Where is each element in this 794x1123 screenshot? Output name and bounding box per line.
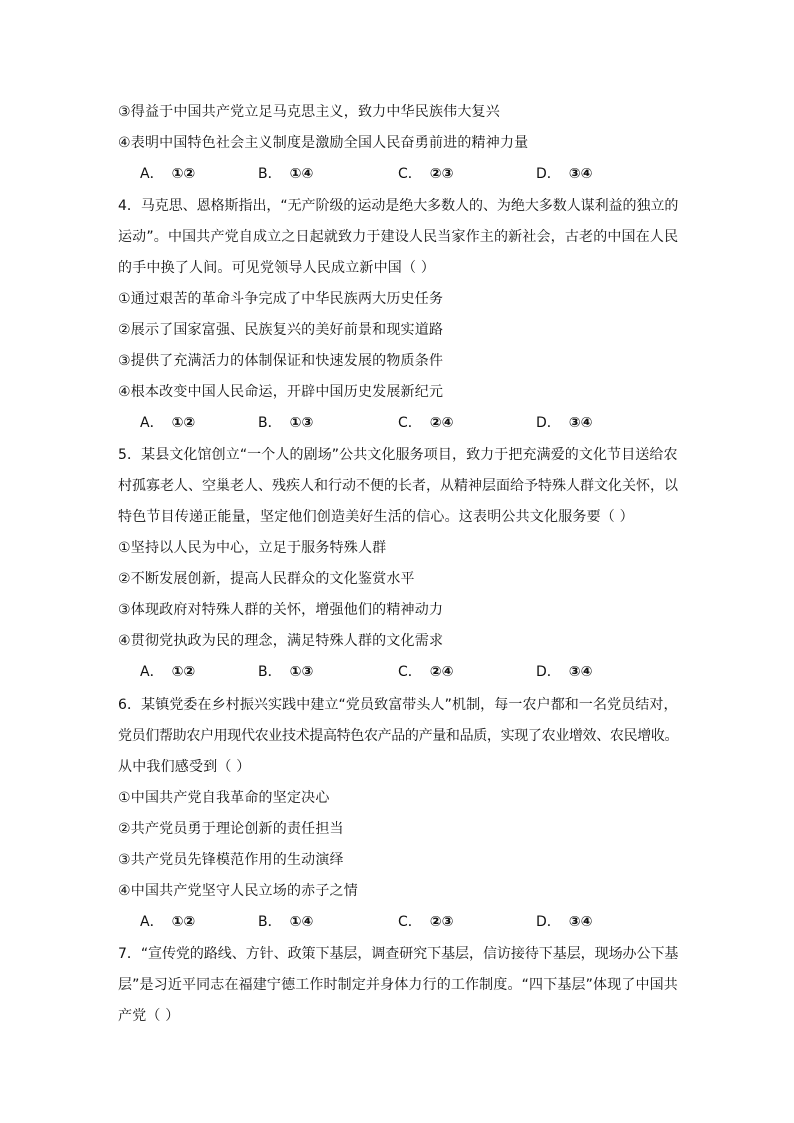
item-line: ④中国共产党坚守人民立场的赤子之情 [118, 883, 358, 899]
item-line: ③提供了充满活力的体制保证和快速发展的物质条件 [118, 353, 444, 369]
item-line: ④表明中国特色社会主义制度是激励全国人民奋勇前进的精神力量 [118, 135, 529, 151]
options-row [118, 413, 678, 433]
item-line: ②展示了国家富强、民族复兴的美好前景和现实道路 [118, 322, 444, 338]
question-stem: 5．某县文化馆创立“一个人的剧场”公共文化服务项目，致力于把充满爱的文化节目送给农 [118, 447, 678, 463]
question-stem: 7．“宣传党的路线、方针、政策下基层，调查研究下基层，信访接待下基层，现场办公下基 [118, 946, 679, 962]
options-row [118, 912, 678, 932]
question-stem: 运动”。中国共产党自成立之日起就致力于建设人民当家作主的新社会，古老的中国在人民 [118, 229, 679, 245]
item-line: ③得益于中国共产党立足马克思主义，致力中华民族伟大复兴 [118, 104, 500, 120]
question-stem: 从中我们感受到（ ） [118, 759, 251, 775]
option-d: D． ③④ [536, 166, 593, 182]
question-stem: 特色节目传递正能量，坚定他们创造美好生活的信心。这表明公共文化服务要（ ） [118, 509, 634, 525]
option-d: D． ③④ [536, 664, 593, 680]
question-stem: 产党（ ） [118, 1008, 180, 1024]
item-line: ②共产党员勇于理论创新的责任担当 [118, 821, 344, 837]
option-d: D． ③④ [536, 914, 593, 930]
item-line: ①中国共产党自我革命的坚定决心 [118, 790, 330, 806]
item-line: ①通过艰苦的革命斗争完成了中华民族两大历史任务 [118, 291, 444, 307]
item-line: ④贯彻党执政为民的理念，满足特殊人群的文化需求 [118, 633, 444, 649]
question-stem: 层”是习近平同志在福建宁德工作时制定并身体力行的工作制度。“四下基层”体现了中国共 [118, 977, 678, 993]
option-d: D． ③④ [536, 415, 593, 431]
item-line: ③共产党员先锋模范作用的生动演绎 [118, 852, 344, 868]
option-c: C． ②④ [398, 415, 454, 431]
option-b: B． ①④ [258, 166, 314, 182]
option-a: A． ①② [140, 415, 196, 431]
option-a: A． ①② [140, 166, 196, 182]
option-c: C． ②③ [398, 166, 454, 182]
item-line: ④根本改变中国人民命运，开辟中国历史发展新纪元 [118, 384, 444, 400]
options-row [118, 662, 678, 682]
option-b: B． ①④ [258, 914, 314, 930]
option-b: B． ①③ [258, 415, 314, 431]
option-c: C． ②③ [398, 914, 454, 930]
question-stem: 6．某镇党委在乡村振兴实践中建立“党员致富带头人”机制，每一农户都和一名党员结对， [118, 697, 678, 713]
item-line: ②不断发展创新，提高人民群众的文化鉴赏水平 [118, 571, 415, 587]
question-stem: 村孤寡老人、空巢老人、残疾人和行动不便的长者，从精神层面给予特殊人群文化关怀，以 [118, 478, 678, 494]
question-stem: 4．马克思、恩格斯指出，“无产阶级的运动是绝大多数人的、为绝大多数人谋利益的独立的 [118, 198, 679, 214]
option-a: A． ①② [140, 914, 196, 930]
item-line: ①坚持以人民为中心，立足于服务特殊人群 [118, 540, 387, 556]
question-stem: 党员们帮助农户用现代农业技术提高特色农产品的产量和品质，实现了农业增效、农民增收。 [118, 728, 679, 744]
option-b: B． ①③ [258, 664, 314, 680]
option-c: C． ②④ [398, 664, 454, 680]
options-row [118, 164, 678, 184]
item-line: ③体现政府对特殊人群的关怀，增强他们的精神动力 [118, 602, 444, 618]
question-stem: 的手中换了人间。可见党领导人民成立新中国（ ） [118, 260, 436, 276]
option-a: A． ①② [140, 664, 196, 680]
